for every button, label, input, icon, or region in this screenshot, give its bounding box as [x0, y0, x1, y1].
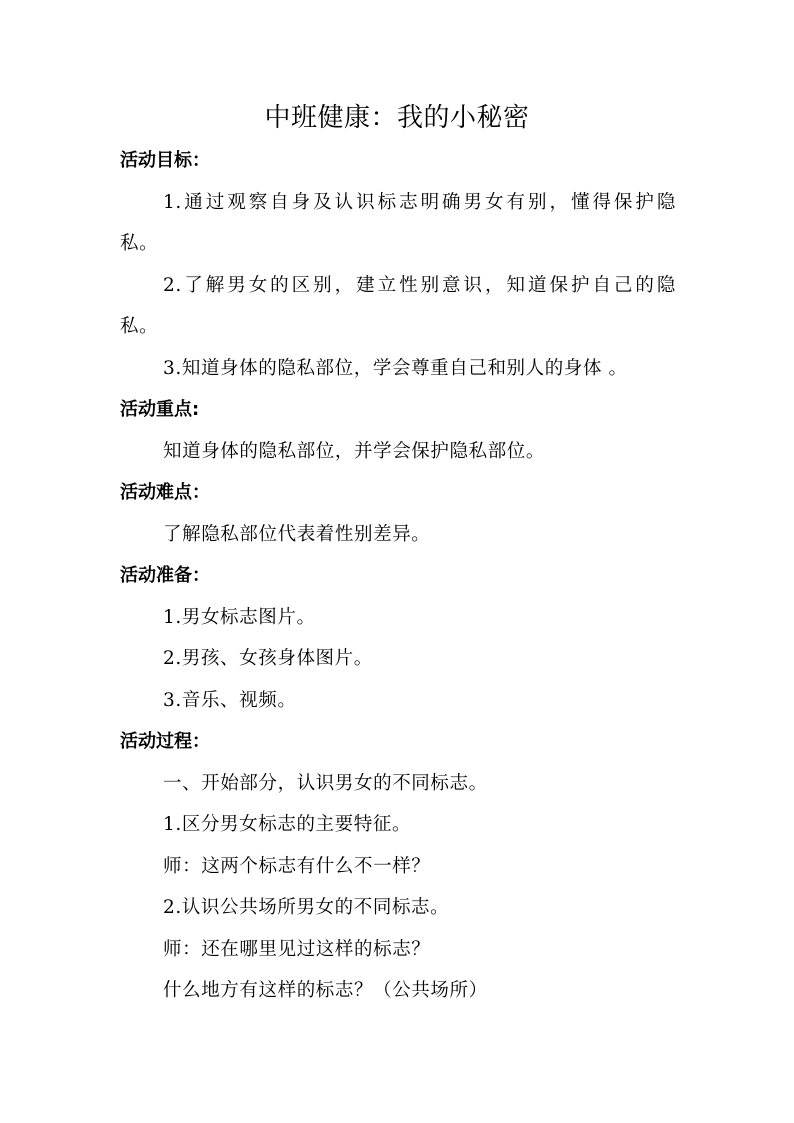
process-line: 什么地方有这样的标志？（公共场所）: [163, 980, 488, 1001]
difficulty-heading: 活动难点：: [120, 482, 210, 503]
process-line: 一、开始部分，认识男女的不同标志。: [163, 772, 488, 794]
difficulty-text: 了解隐私部位代表着性别差异。: [163, 523, 431, 545]
process-heading: 活动过程：: [120, 731, 210, 752]
preparation-heading: 活动准备：: [120, 565, 210, 586]
document-body: [120, 140, 676, 1012]
goal-item-2-continuation: 私。: [120, 316, 159, 337]
goal-item-2: 2.了解男女的区别，建立性别意识，知道保护自己的隐: [163, 274, 676, 296]
goal-item-1-continuation: 私。: [120, 233, 159, 254]
goal-item-1: 1.通过观察自身及认识标志明确男女有别，懂得保护隐: [163, 191, 676, 213]
process-line: 师：这两个标志有什么不一样？: [163, 855, 431, 877]
process-line: 2.认识公共场所男女的不同标志。: [163, 897, 450, 918]
goal-item-3: 3.知道身体的隐私部位，学会尊重自己和别人的身体 。: [163, 357, 628, 379]
preparation-item: 1.男女标志图片。: [163, 606, 316, 628]
preparation-item: 2.男孩、女孩身体图片。: [163, 648, 373, 669]
process-line: 1.区分男女标志的主要特征。: [163, 814, 412, 835]
preparation-item: 3.音乐、视频。: [163, 689, 297, 711]
goals-heading: 活动目标：: [120, 150, 210, 171]
document-title: 中班健康：我的小秘密: [264, 103, 530, 133]
focus-text: 知道身体的隐私部位，并学会保护隐私部位。: [163, 440, 546, 462]
focus-heading: 活动重点:: [120, 399, 200, 420]
process-line: 师：还在哪里见过这样的标志？: [163, 938, 431, 960]
